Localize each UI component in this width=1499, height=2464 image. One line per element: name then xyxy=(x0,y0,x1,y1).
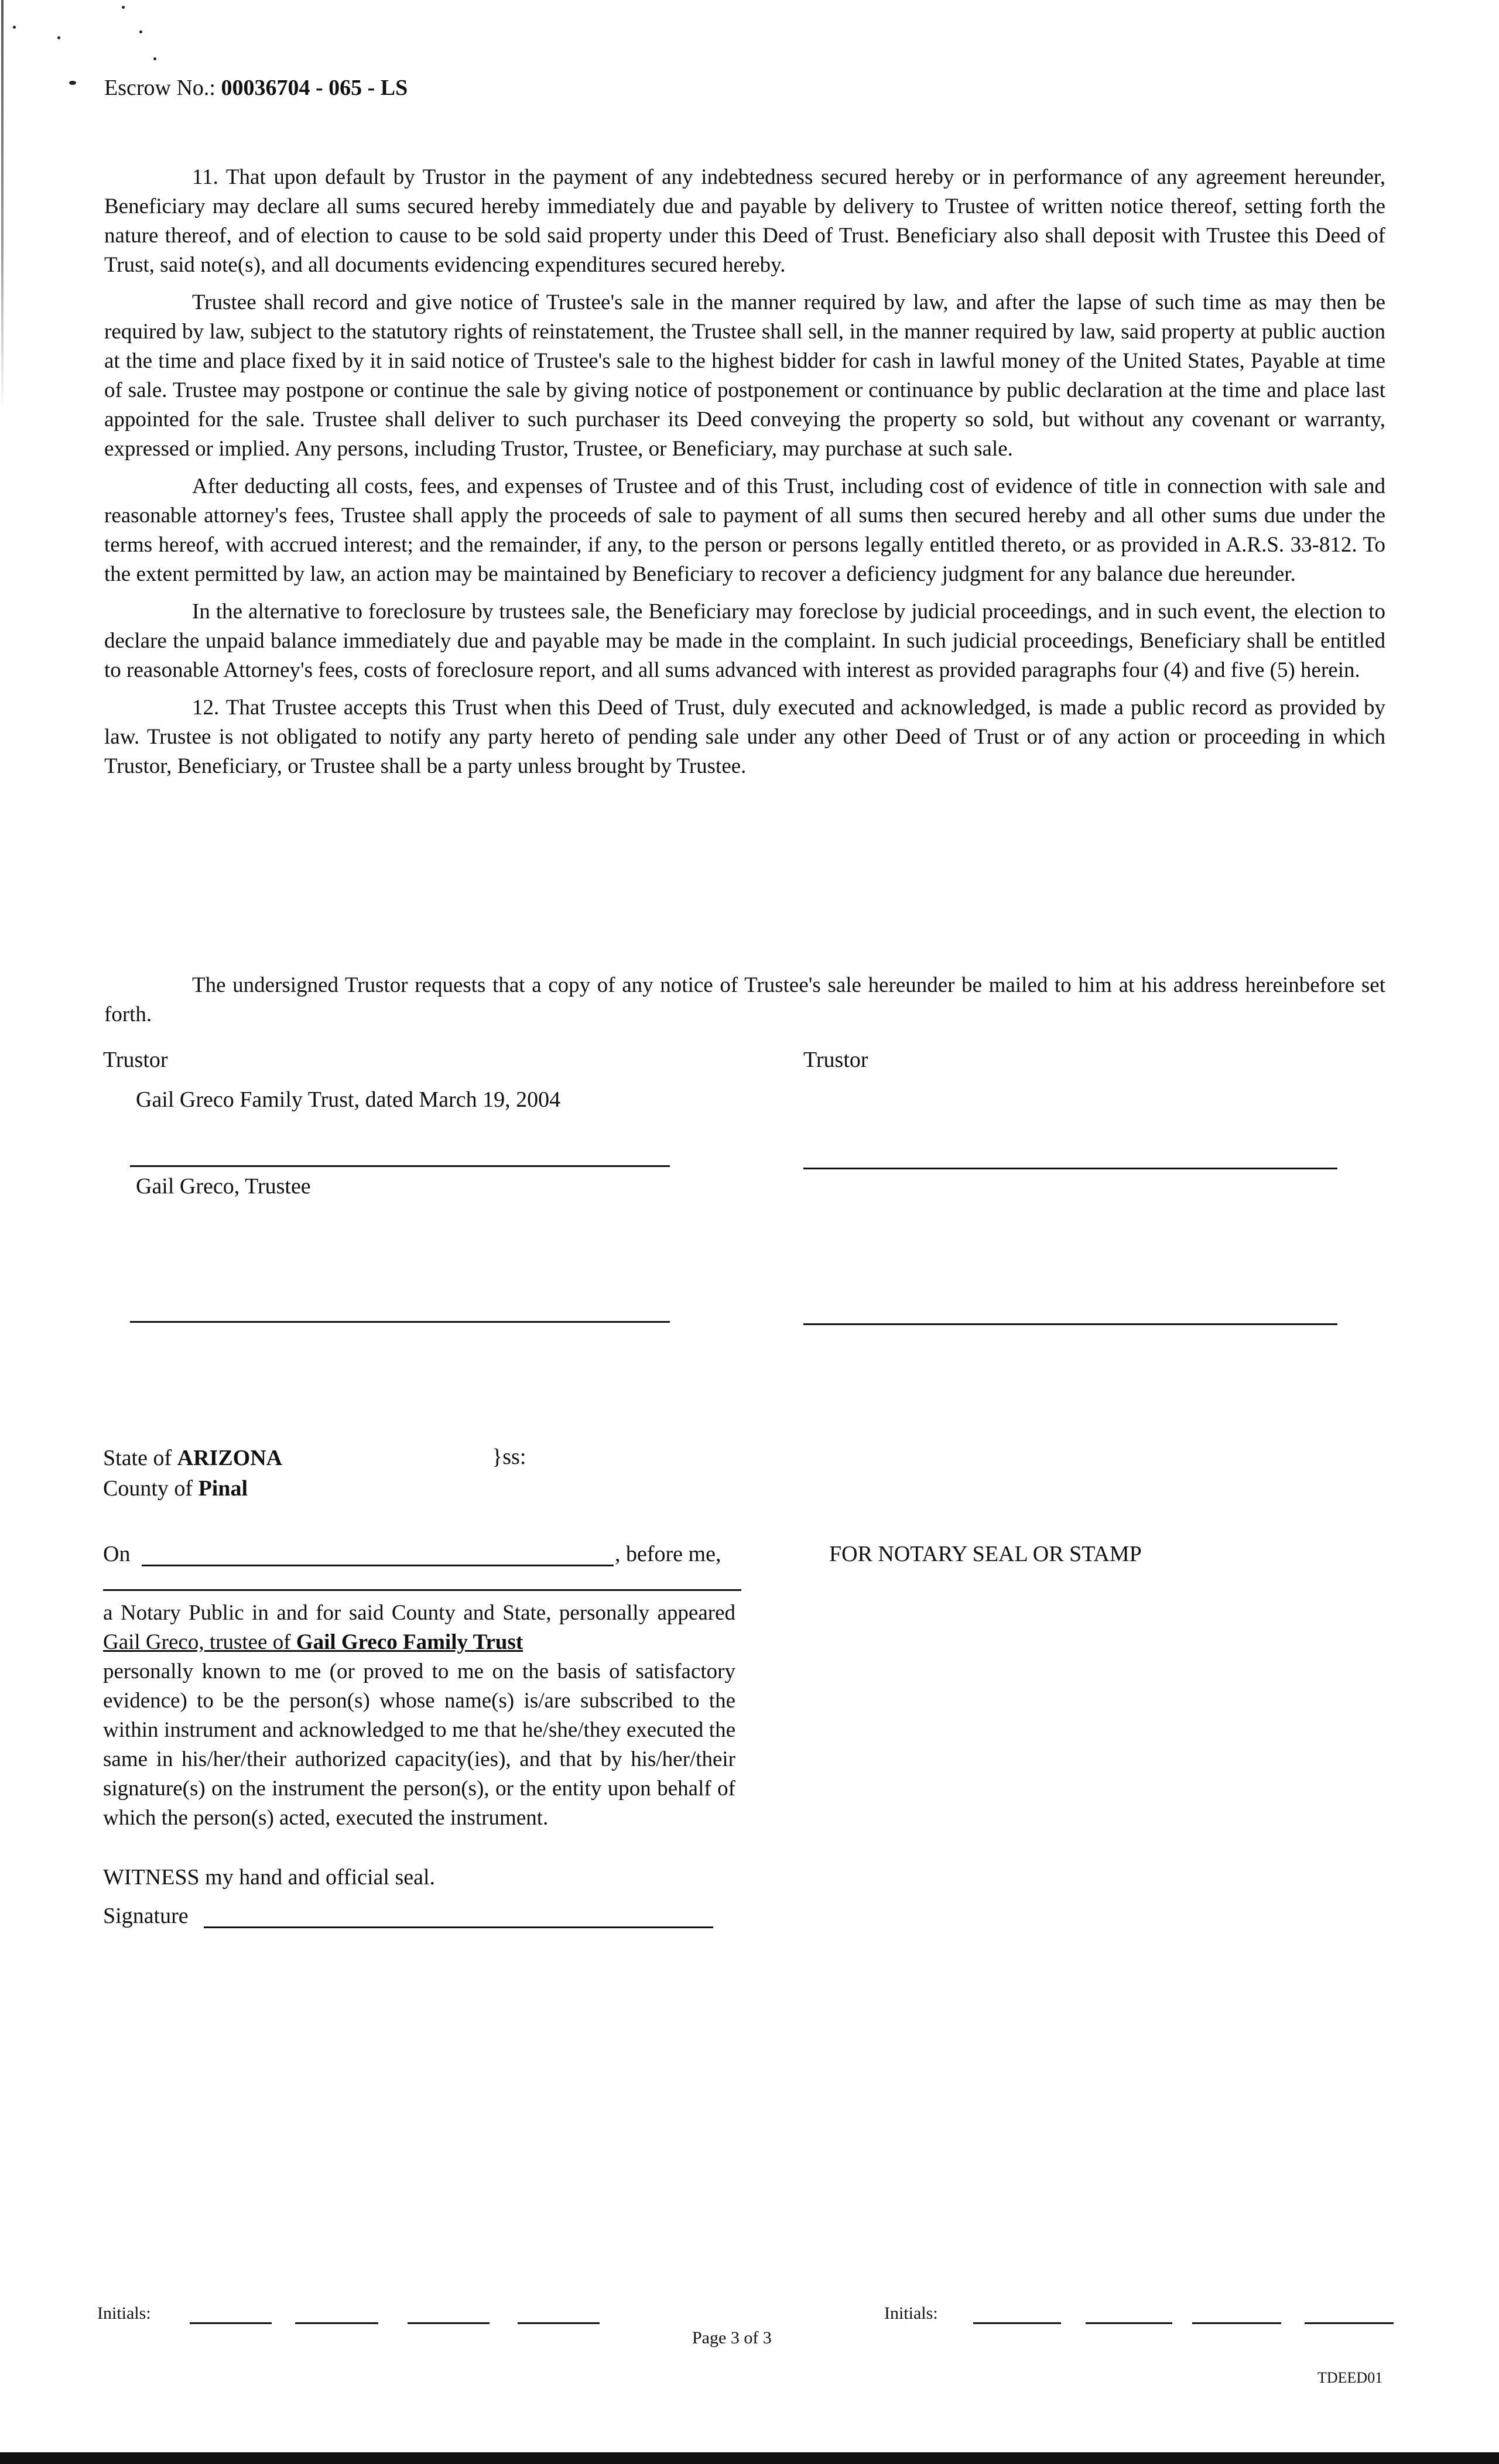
scan-speck xyxy=(69,81,76,85)
on-label: On xyxy=(103,1542,131,1566)
signature-line-right-2[interactable] xyxy=(803,1323,1337,1325)
county-prefix: County of xyxy=(103,1476,199,1501)
escrow-number-line xyxy=(104,75,408,101)
witness-line: WITNESS my hand and official seal. xyxy=(103,1865,436,1890)
paragraph-trustee-sale: Trustee shall record and give notice of Trustee's sale in the manner required by law, and after the lapse of such time as may then be required by law, subject to the statutory rights of reinstatement, the Trustee shall sell, in the manner required by law, said property at public auction at the time and place fixed by it in said notice of Trustee's sale to the highest bidder for cash in lawful money of the United States, Payable at time of sale. Trustee may postpone or continue the sale by giving notice of postponement or continuance by public declaration at the time and place last appointed for the sale. Trustee shall deliver to such purchaser its Deed conveying the property so sold, but without any covenant or warranty, expressed or implied. Any persons, including Trustor, Trustee, or Beneficiary, may purchase at such sale. xyxy=(104,290,1385,461)
initials-label-left: Initials: xyxy=(97,2304,151,2323)
initials-blank[interactable] xyxy=(190,2322,272,2324)
paragraph-11: 11. That upon default by Trustor in the payment of any indebtedness secured hereby or in performance of any agreement hereunder, Beneficiary may declare all sums secured hereby immediately due and payable by delivery to Trustee of written notice thereof, setting forth the nature thereof, and of election to cause to be sold said property under this Deed of Trust. Beneficiary also shall deposit with Trustee this Deed of Trust, said note(s), and all documents evidencing expenditures secured hereby. xyxy=(104,165,1385,277)
notary-signature-blank[interactable] xyxy=(204,1926,713,1928)
notary-seal-label: FOR NOTARY SEAL OR STAMP xyxy=(829,1542,1142,1566)
state-name: ARIZONA xyxy=(177,1446,283,1470)
page-number: Page 3 of 3 xyxy=(692,2328,772,2347)
trustor-label-right: Trustor xyxy=(803,1048,868,1072)
initials-blank[interactable] xyxy=(518,2322,600,2324)
notary-text-2: personally known to me (or proved to me on the basis of satisfactory evidence) to be the person(s) whose name(s) is/are subscribed to the within instrument and acknowledged to me that he/she/they executed the same in his/her/their authorized capacity(ies), and that by his/her/their signature(s) on the instrument the person(s), or the entity upon behalf of which the person(s) acted, executed the instrument. xyxy=(103,1659,735,1830)
initials-blank[interactable] xyxy=(1192,2322,1281,2324)
paragraph-12: 12. That Trustee accepts this Trust when this Deed of Trust, duly executed and acknowledged, is made a public record as provided by law. Trustee is not obligated to notify any party hereto of pending sale under any other Deed of Trust or of any action or proceeding in which Trustor, Beneficiary, or Trustee shall be a party unless brought by Trustee. xyxy=(104,696,1385,778)
signature-line-right-1[interactable] xyxy=(803,1168,1337,1169)
signature-line-left-1[interactable] xyxy=(130,1165,670,1167)
notary-text-1: a Notary Public in and for said County and State, personally appeared xyxy=(103,1601,735,1625)
notary-rule xyxy=(103,1589,741,1591)
deed-terms xyxy=(104,163,1385,789)
notary-acknowledgment xyxy=(103,1599,735,1833)
county-name: Pinal xyxy=(198,1476,248,1501)
state-line xyxy=(103,1445,282,1471)
scan-speck xyxy=(122,6,125,9)
scan-speck xyxy=(139,30,142,33)
form-code: TDEED01 xyxy=(1317,2369,1383,2386)
signature-label: Signature xyxy=(103,1904,189,1928)
scan-speck xyxy=(57,36,60,39)
county-line xyxy=(103,1476,248,1501)
scan-edge-left xyxy=(1,0,4,410)
trustor-label-left: Trustor xyxy=(103,1048,168,1072)
scan-speck xyxy=(13,26,16,29)
appeared-name: Gail Greco, trustee of xyxy=(103,1630,296,1654)
escrow-number: 00036704 - 065 - LS xyxy=(221,76,408,100)
notary-date-blank[interactable] xyxy=(142,1565,614,1566)
request-notice xyxy=(104,971,1385,1038)
initials-blank[interactable] xyxy=(295,2322,378,2324)
initials-blank[interactable] xyxy=(1305,2322,1394,2324)
escrow-label: Escrow No.: xyxy=(104,76,215,100)
initials-blank[interactable] xyxy=(973,2322,1061,2324)
signer-name: Gail Greco, Trustee xyxy=(136,1174,311,1199)
state-prefix: State of xyxy=(103,1446,177,1470)
appeared-trust: Gail Greco Family Trust xyxy=(296,1630,523,1654)
trust-name: Gail Greco Family Trust, dated March 19, 2004 xyxy=(136,1087,561,1112)
paragraph-proceeds: After deducting all costs, fees, and expenses of Trustee and of this Trust, including cost of evidence of title in connection with sale and reasonable attorney's fees, Trustee shall apply the proceeds of sale to payment of all sums then secured hereby and all other sums due under the terms hereof, with accrued interest; and the remainder, if any, to the person or persons legally entitled thereto, or as provided in A.R.S. 33-812. To the extent permitted by law, an action may be maintained by Beneficiary to recover a deficiency judgment for any balance due hereunder. xyxy=(104,474,1385,586)
before-me-label: , before me, xyxy=(615,1542,721,1566)
scan-edge-bottom xyxy=(0,2452,1499,2464)
initials-blank[interactable] xyxy=(408,2322,490,2324)
initials-blank[interactable] xyxy=(1086,2322,1172,2324)
scan-speck xyxy=(153,57,156,60)
initials-label-right: Initials: xyxy=(884,2304,938,2323)
request-paragraph: The undersigned Trustor requests that a copy of any notice of Trustee's sale hereunder be mailed to him at his address hereinbefore set forth. xyxy=(104,973,1385,1026)
ss-mark: }ss: xyxy=(492,1445,526,1469)
signature-line-left-2[interactable] xyxy=(130,1321,670,1323)
paragraph-foreclosure: In the alternative to foreclosure by trustees sale, the Beneficiary may foreclose by judicial proceedings, and in such event, the election to declare the unpaid balance immediately due and payable may be made in the complaint. In such judicial proceedings, Beneficiary shall be entitled to reasonable Attorney's fees, costs of foreclosure report, and all sums advanced with interest as provided paragraphs four (4) and five (5) herein. xyxy=(104,600,1385,682)
